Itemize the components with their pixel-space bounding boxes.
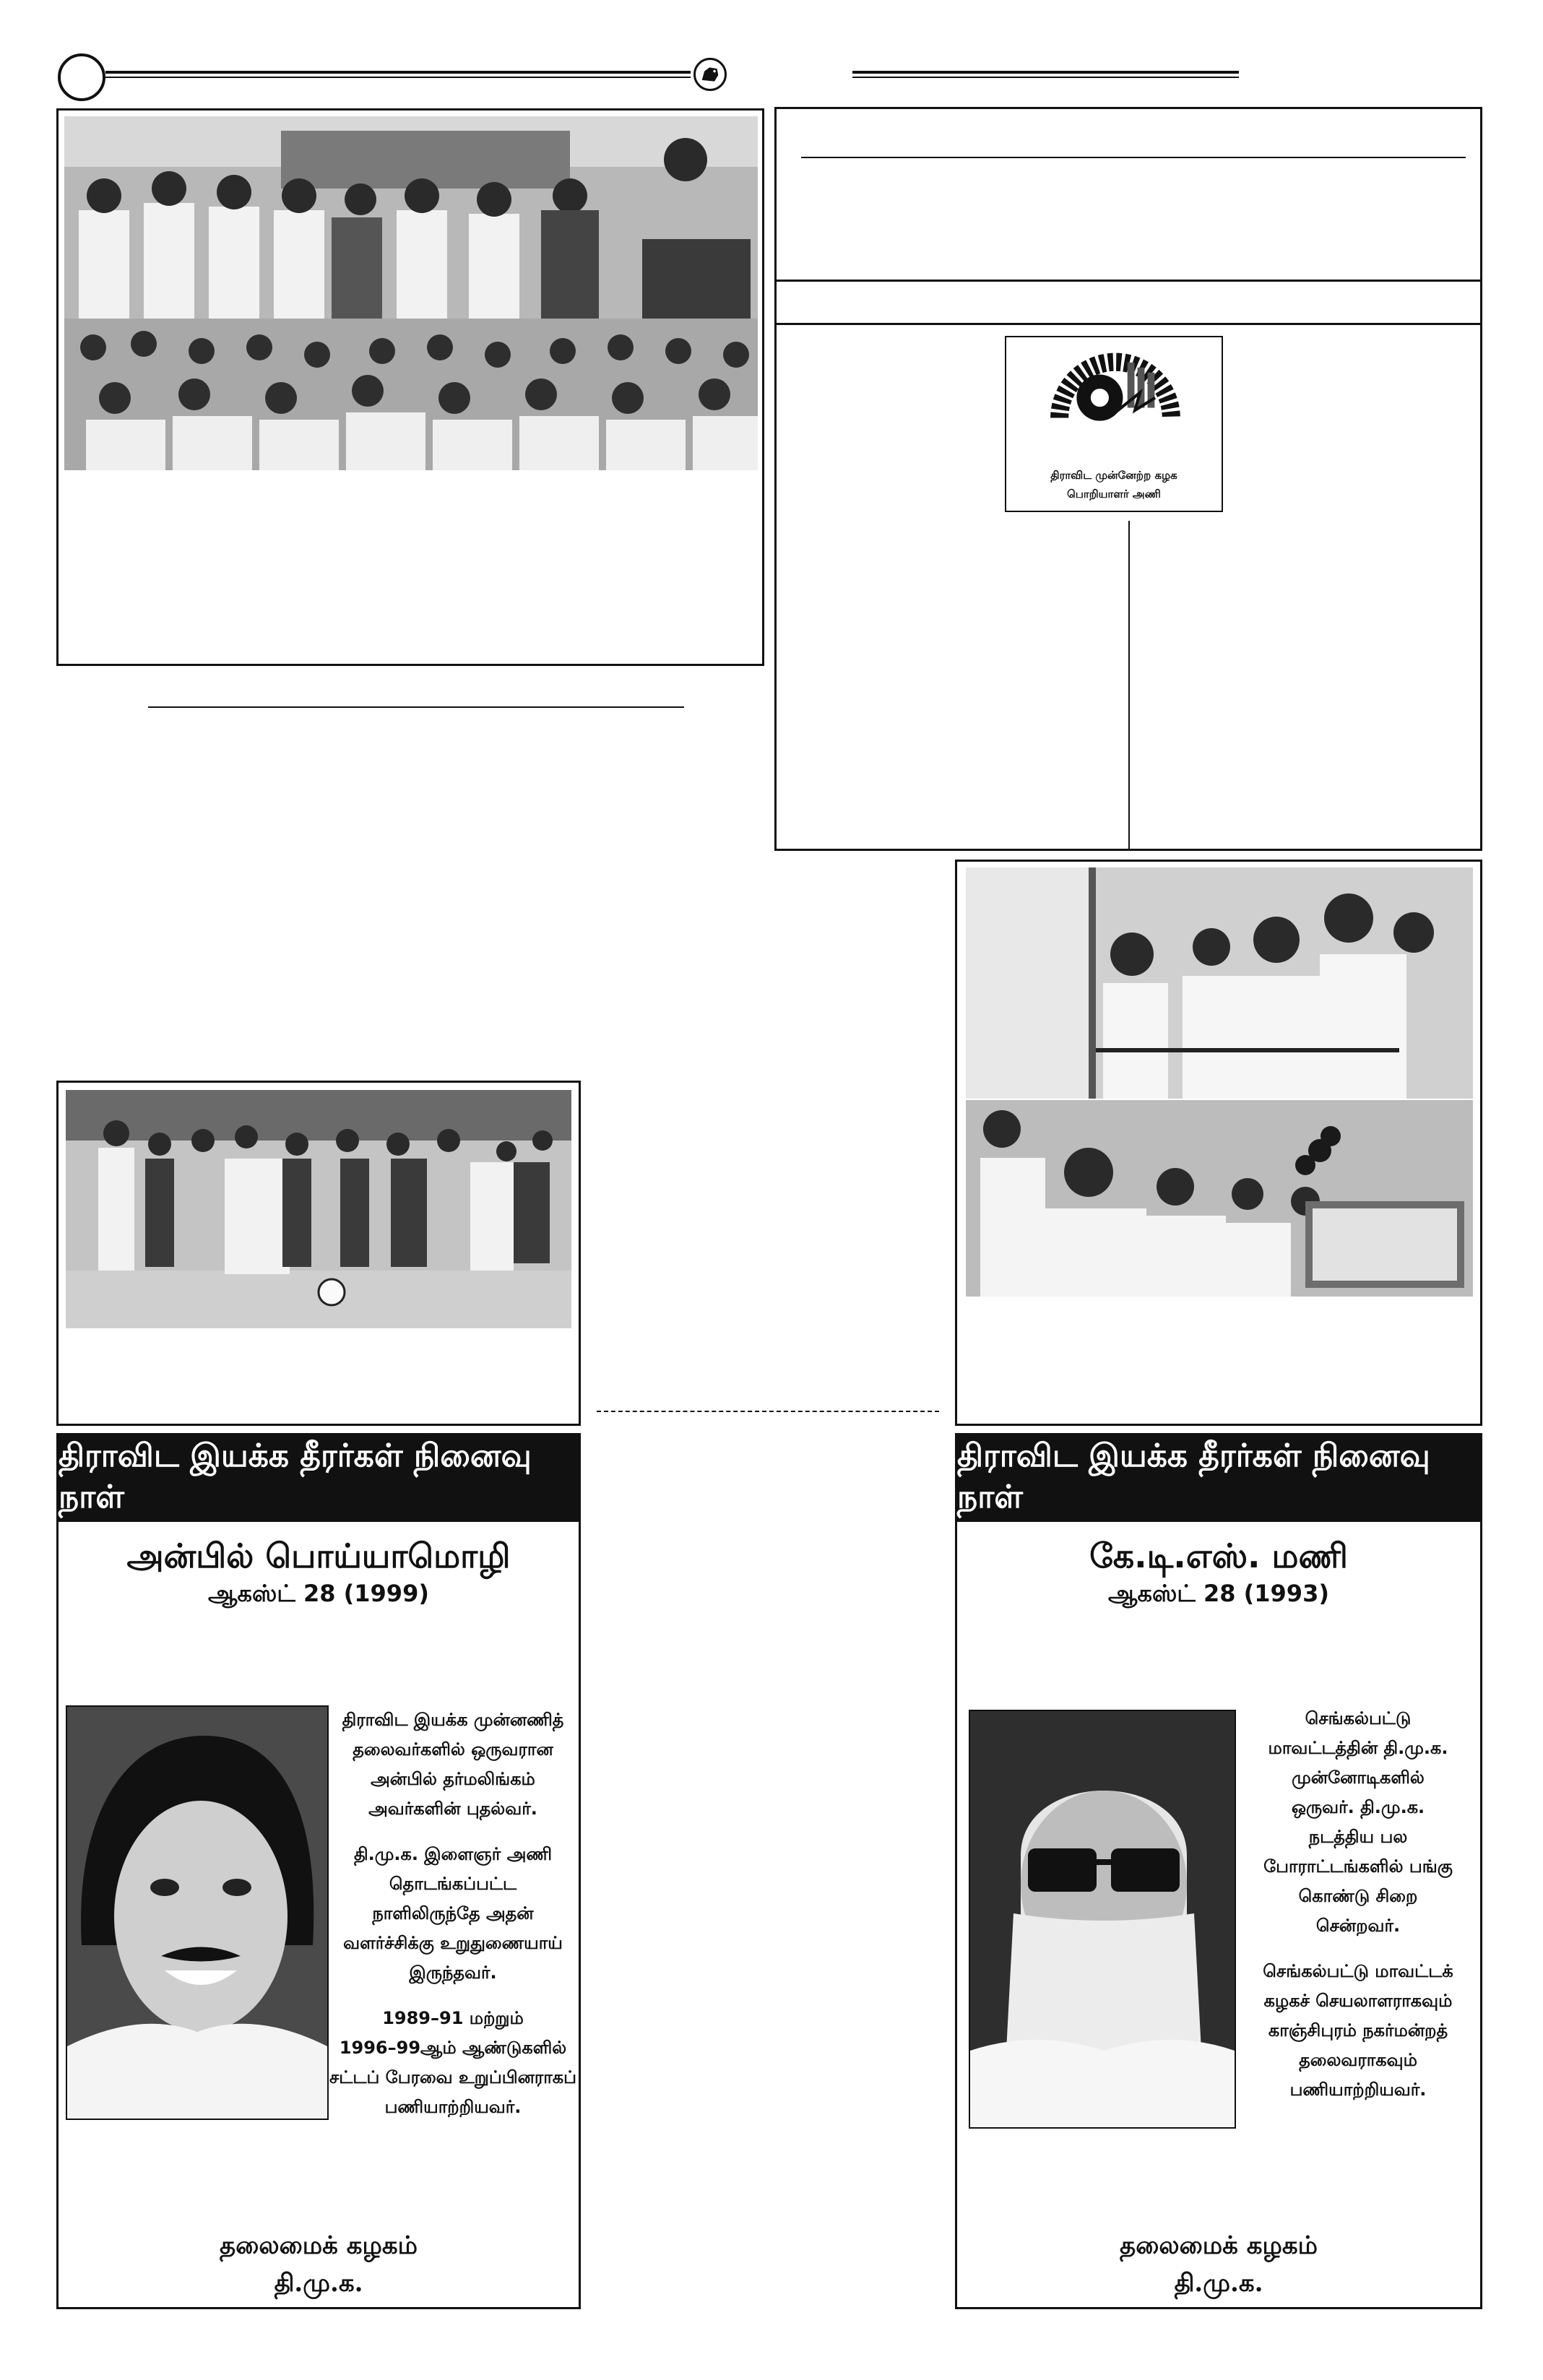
header-rule-right-thin: [852, 77, 1239, 78]
memorial-bio: [327, 1705, 579, 2138]
memorial-banner: திராவிட இயக்க தீரர்கள் நினைவு நாள்: [957, 1435, 1480, 1522]
memorial-bio: [1236, 1704, 1480, 2121]
event-photo-stage: [64, 116, 758, 319]
header-rule-left: [105, 71, 691, 74]
footer-line1: தலைமைக் கழகம்: [220, 2231, 418, 2260]
memorial-banner: திராவிட இயக்க தீரர்கள் நினைவு நாள்: [59, 1435, 579, 1522]
dashed-separator: [597, 1411, 939, 1412]
memorial-box-left: [56, 1433, 581, 2309]
bio-paragraph: செங்கல்பட்டு மாவட்டத்தின் தி.மு.க. முன்னோடிகளில் ஒருவர். தி.மு.க. நடத்திய பல போராட்டங்களில் பங்கு கொண்டு சிறை சென்றவர்.: [1263, 1708, 1453, 1936]
memorial-footer: [59, 2227, 579, 2302]
header-rule-left-thin: [105, 77, 691, 78]
logo-text-line1: திராவிட முன்னேற்ற கழக: [1050, 469, 1177, 482]
bio-paragraph: தி.மு.க. இளைஞர் அணி தொடங்கப்பட்ட நாளிலிருந்தே அதன் வளர்ச்சிக்கு உறுதுணையாய் இருந்தவர்.: [343, 1844, 563, 1983]
computer-lab-photo: [966, 1100, 1473, 1297]
header-rule-right: [852, 71, 1239, 74]
bio-paragraph: செங்கல்பட்டு மாவட்டக் கழகச் செயலாளராகவும் காஞ்சிபுரம் நகர்மன்றத் தலைவராகவும் பணியாற்றியவர்.: [1263, 1961, 1453, 2100]
column-separator-rule: [148, 706, 684, 708]
engineers-wing-logo: [1005, 336, 1223, 512]
memorial-name: அன்பில் பொய்யாமொழி: [126, 1536, 511, 1575]
event-photo-audience: [64, 319, 758, 470]
footer-line2: தி.மு.க.: [274, 2269, 363, 2298]
bio-paragraph: 1989–91 மற்றும் 1996–99ஆம் ஆண்டுகளில் சட்டப் பேரவை உறுப்பினராகப் பணியாற்றியவர்.: [329, 2008, 577, 2117]
party-emblem-icon: [693, 58, 727, 91]
memorial-box-right: [955, 1433, 1482, 2309]
news-box-top-left: [56, 108, 764, 666]
page-number-circle: [58, 53, 105, 101]
logo-text-line2: பொறியாளர் அணி: [1067, 488, 1161, 501]
portrait-photo: [969, 1710, 1236, 2129]
bio-paragraph: திராவிட இயக்க முன்னணித் தலைவர்களில் ஒருவரான அன்பில் தர்மலிங்கம் அவர்களின் புதல்வர்.: [342, 1710, 564, 1819]
sports-event-photo: [66, 1090, 571, 1328]
news-box-left-middle: [56, 1081, 581, 1426]
memorial-date: ஆகஸ்ட் 28 (1999): [208, 1580, 429, 1607]
memorial-date: ஆகஸ்ட் 28 (1993): [1108, 1580, 1329, 1607]
inauguration-photo: [966, 867, 1473, 1099]
memorial-footer: [957, 2227, 1480, 2302]
footer-line1: தலைமைக் கழகம்: [1120, 2231, 1318, 2260]
portrait-photo: [66, 1705, 329, 2120]
memorial-name: கே.டி.எஸ். மணி: [1089, 1536, 1348, 1575]
footer-line2: தி.மு.க.: [1174, 2269, 1263, 2298]
news-box-top-right: [774, 107, 1482, 851]
section-divider-2: [777, 323, 1480, 325]
headline-rule: [801, 157, 1466, 158]
column-vertical-rule: [1128, 521, 1130, 849]
section-divider: [777, 280, 1480, 282]
news-box-right-middle: [955, 860, 1482, 1426]
